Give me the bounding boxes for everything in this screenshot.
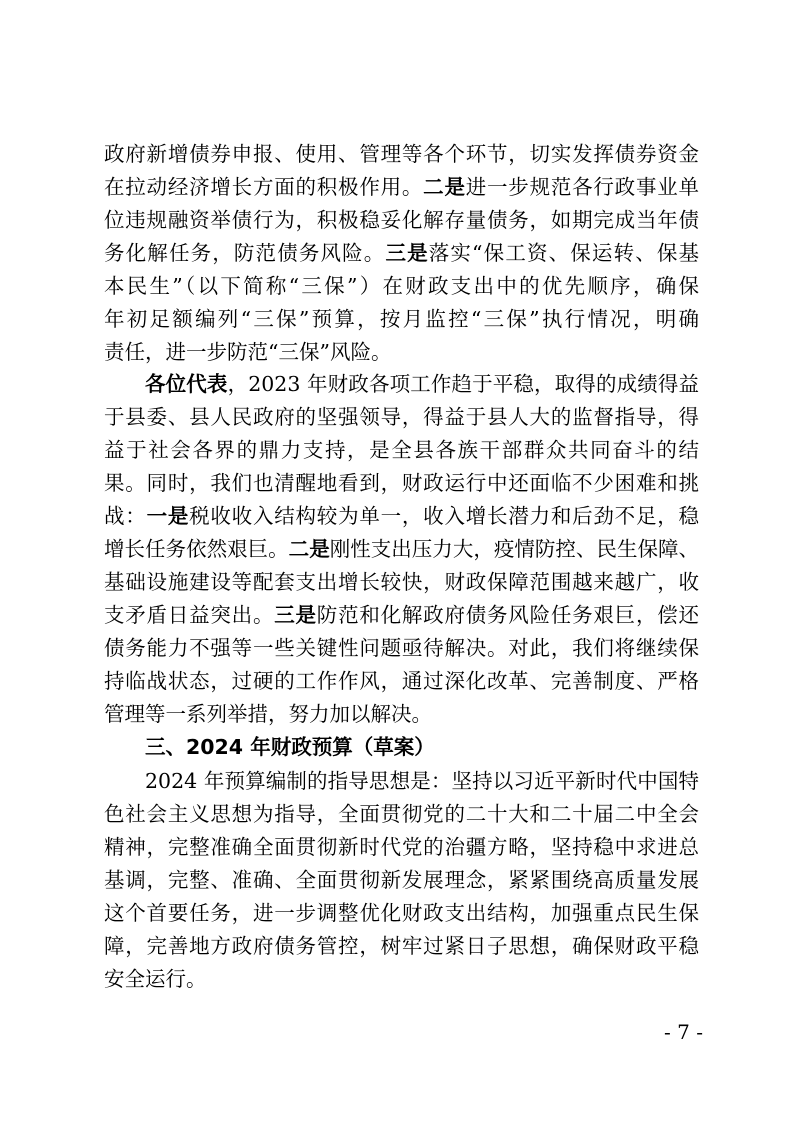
text-run: 益于社会各界的鼎力支持，是全县各族干部群众共同奋斗的结 (104, 438, 699, 462)
text-run: 落实“保工资、保运转、保基 (428, 241, 699, 265)
bold-emphasis: 二是 (423, 175, 466, 199)
text-line (104, 863, 699, 897)
bold-emphasis: 一是 (146, 504, 190, 528)
text-line (104, 797, 699, 831)
text-line (104, 962, 699, 996)
text-line (104, 400, 699, 434)
bold-emphasis: 三是 (274, 603, 317, 627)
page-number: - 7 - (664, 1020, 703, 1044)
text-run: 本民生”（以下简称“三保”）在财政支出中的优先顺序，确保 (104, 274, 699, 298)
text-line (104, 335, 699, 369)
text-line (104, 499, 699, 533)
text-line (104, 269, 699, 303)
text-run: 持临战状态，过硬的工作作风，通过深化改革、完善制度、严格 (104, 669, 699, 693)
text-run: 年初足额编列“三保”预算，按月监控“三保”执行情况，明确 (104, 307, 699, 331)
text-run: 于县委、县人民政府的坚强领导，得益于县人大的监督指导，得 (104, 405, 699, 429)
text-run: 位违规融资举债行为，积极稳妥化解存量债务，如期完成当年债 (104, 208, 699, 232)
text-line (104, 532, 699, 566)
text-run: ，2023 年财政各项工作趋于平稳，取得的成绩得益 (227, 372, 699, 396)
text-line (104, 433, 699, 467)
text-line (145, 764, 699, 798)
text-run: 这个首要任务，进一步调整优化财政支出结构，加强重点民生保 (104, 901, 699, 925)
text-line (104, 203, 699, 237)
text-run: 三、2024 年财政预算（草案） (145, 735, 435, 759)
text-line (104, 466, 699, 500)
text-run: 刚性支出压力大，疫情防控、民生保障、 (329, 537, 699, 561)
text-run: 障，完善地方政府债务管控，树牢过紧日子思想，确保财政平稳 (104, 934, 699, 958)
text-line (104, 896, 699, 930)
text-run: 税收收入结构较为单一，收入增长潜力和后劲不足，稳 (189, 504, 699, 528)
text-run: 管理等一系列举措，努力加以解决。 (104, 702, 432, 726)
text-run: 防范和化解政府债务风险任务艰巨，偿还 (316, 603, 699, 627)
text-line (145, 367, 699, 401)
text-line (104, 929, 699, 963)
text-run: 2024 年预算编制的指导思想是：坚持以习近平新时代中国特 (145, 769, 699, 793)
text-run: 在拉动经济增长方面的积极作用。 (104, 175, 424, 199)
bold-emphasis: 二是 (288, 537, 330, 561)
text-run: 增长任务依然艰巨。 (104, 537, 289, 561)
text-line (104, 598, 699, 632)
text-run: 果。同时，我们也清醒地看到，财政运行中还面临不少困难和挑 (104, 471, 699, 495)
text-line (104, 664, 699, 698)
text-line (104, 236, 699, 270)
text-run: 色社会主义思想为指导，全面贯彻党的二十大和二十届二中全会 (104, 802, 699, 826)
text-line (104, 302, 699, 336)
text-run: 责任，进一步防范“三保”风险。 (104, 340, 392, 364)
text-line (104, 170, 699, 204)
text-line (104, 697, 699, 731)
text-run: 政府新增债券申报、使用、管理等各个环节，切实发挥债券资金 (104, 142, 699, 166)
text-line (145, 730, 699, 764)
text-run: 精神，完整准确全面贯彻新时代党的治疆方略，坚持稳中求进总 (104, 835, 699, 859)
text-run: 战： (104, 504, 147, 528)
text-run: 基础设施建设等配套支出增长较快，财政保障范围越来越广，收 (104, 570, 699, 594)
bold-emphasis: 三是 (385, 241, 429, 265)
text-run: 进一步规范各行政事业单 (465, 175, 699, 199)
text-line (104, 565, 699, 599)
text-run: 基调，完整、准确、全面贯彻新发展理念，紧紧围绕高质量发展 (104, 868, 699, 892)
text-line (104, 137, 699, 171)
text-line (104, 830, 699, 864)
text-run: 债务能力不强等一些关键性问题亟待解决。对此，我们将继续保 (104, 636, 699, 660)
text-run: 安全运行。 (104, 967, 207, 991)
text-line (104, 631, 699, 665)
bold-emphasis: 各位代表 (145, 372, 228, 396)
text-run: 支矛盾日益突出。 (104, 603, 275, 627)
text-run: 务化解任务，防范债务风险。 (104, 241, 386, 265)
